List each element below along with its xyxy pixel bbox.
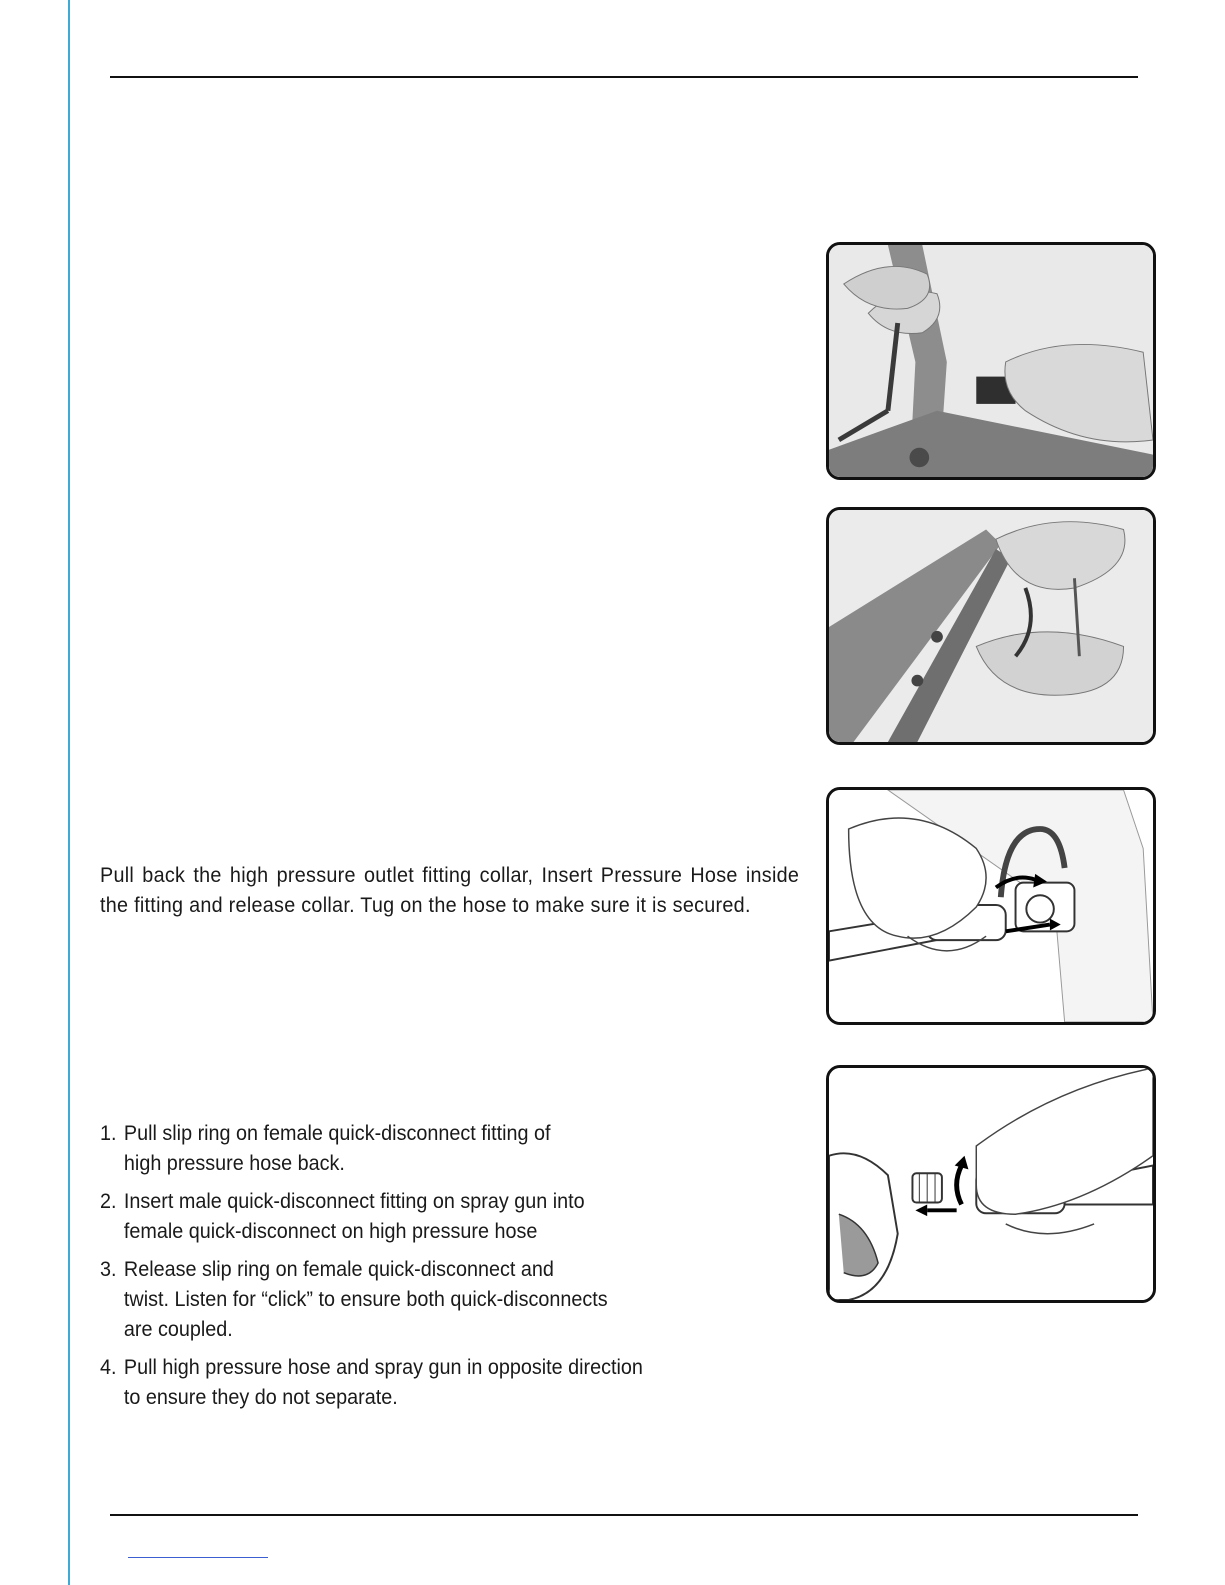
step-text: Pull slip ring on female quick-disconnect fitting of <box>123 1121 551 1145</box>
step-number: 1. <box>100 1121 117 1145</box>
step-text: Release slip ring on female quick-disconnect and <box>123 1257 554 1281</box>
list-item <box>100 1186 762 1246</box>
photo-pressure-hose-fitting <box>826 787 1156 1025</box>
list-item <box>100 1118 762 1178</box>
left-margin-rule <box>68 0 70 1585</box>
step-text: Insert male quick-disconnect fitting on spray gun into <box>123 1189 585 1213</box>
footer-link-underline[interactable] <box>128 1557 268 1558</box>
step-text-continued: are coupled. <box>123 1317 233 1341</box>
step-text-continued: to ensure they do not separate. <box>123 1385 398 1409</box>
spray-gun-steps <box>100 1118 762 1420</box>
step-text-continued: high pressure hose back. <box>123 1151 345 1175</box>
footer-rule <box>110 1514 1138 1516</box>
photo-handle-bolt <box>826 242 1156 480</box>
photo-spray-gun-connection <box>826 1065 1156 1303</box>
step-text-continued: twist. Listen for “click” to ensure both quick-disconnects <box>123 1287 608 1311</box>
step-number: 2. <box>100 1189 117 1213</box>
step-text: Pull high pressure hose and spray gun in opposite direction <box>123 1355 643 1379</box>
step-number: 4. <box>100 1355 117 1379</box>
photo-frame-tightening <box>826 507 1156 745</box>
step-number: 3. <box>100 1257 117 1281</box>
list-item <box>100 1254 762 1344</box>
header-rule <box>110 76 1138 78</box>
pressure-hose-instructions: Pull back the high pressure outlet fitting collar, Insert Pressure Hose inside the fitting and release collar. Tug on the hose to make sure it is secured. <box>100 862 800 917</box>
step-text-continued: female quick-disconnect on high pressure hose <box>123 1219 538 1243</box>
list-item <box>100 1352 762 1412</box>
